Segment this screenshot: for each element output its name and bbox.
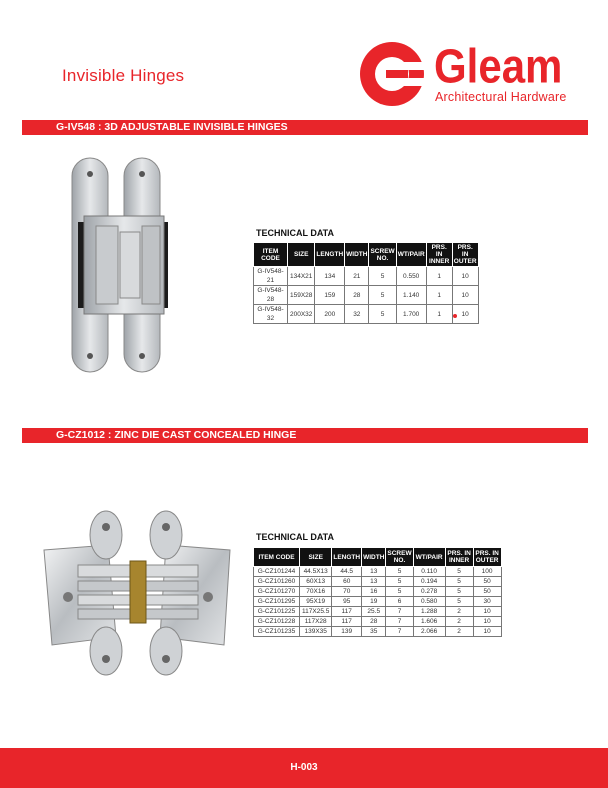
col-width: WIDTH xyxy=(362,548,386,567)
cell: G-IV548-28 xyxy=(254,286,288,305)
cell: 2.066 xyxy=(413,627,445,637)
invisible-hinge-image xyxy=(60,150,190,380)
cell: 10 xyxy=(473,617,501,627)
cell: 5 xyxy=(369,286,396,305)
cell: 1.288 xyxy=(413,607,445,617)
cell: 1.700 xyxy=(396,305,426,324)
table-row xyxy=(254,267,479,286)
cell: 95X19 xyxy=(300,597,332,607)
cell: G-CZ101295 xyxy=(254,597,300,607)
table-header-row xyxy=(254,243,479,267)
cell: 6 xyxy=(386,597,413,607)
col-prs-inner: PRS. IN INNER xyxy=(445,548,473,567)
cell: 117 xyxy=(332,617,362,627)
cell: 10 xyxy=(452,305,478,324)
cell: 28 xyxy=(362,617,386,627)
table-row xyxy=(254,627,502,637)
table-row xyxy=(254,286,479,305)
cell: G-CZ101270 xyxy=(254,587,300,597)
section-title-iv548: G-IV548 : 3D ADJUSTABLE INVISIBLE HINGES xyxy=(22,120,588,135)
col-prs-outer: PRS. IN OUTER xyxy=(473,548,501,567)
cell: 5 xyxy=(445,577,473,587)
col-length: LENGTH xyxy=(315,243,345,267)
cell: 13 xyxy=(362,567,386,577)
cell: 1.606 xyxy=(413,617,445,627)
cell: 60X13 xyxy=(300,577,332,587)
cell: 25.5 xyxy=(362,607,386,617)
cell: 7 xyxy=(386,607,413,617)
cell: G-CZ101244 xyxy=(254,567,300,577)
cell: 50 xyxy=(473,577,501,587)
cell: 10 xyxy=(473,607,501,617)
cell: 200 xyxy=(315,305,345,324)
cell: 5 xyxy=(386,567,413,577)
cell: 0.278 xyxy=(413,587,445,597)
cell: 159X28 xyxy=(288,286,315,305)
cell: 60 xyxy=(332,577,362,587)
cell: G-CZ101235 xyxy=(254,627,300,637)
table-header-row xyxy=(254,548,502,567)
cell: 2 xyxy=(445,617,473,627)
cell: 139 xyxy=(332,627,362,637)
cell: 2 xyxy=(445,627,473,637)
cell: 50 xyxy=(473,587,501,597)
logo-word: Gleam xyxy=(434,38,563,93)
cell: 0.580 xyxy=(413,597,445,607)
cell: 2 xyxy=(445,607,473,617)
cell: 134X21 xyxy=(288,267,315,286)
cell: 0.110 xyxy=(413,567,445,577)
section-title-cz1012: G-CZ1012 : ZINC DIE CAST CONCEALED HINGE xyxy=(22,428,588,443)
cell: 159 xyxy=(315,286,345,305)
technical-data-label-1: TECHNICAL DATA xyxy=(256,228,334,238)
cell: 5 xyxy=(369,305,396,324)
page-number: H-003 xyxy=(290,762,318,773)
cell: 95 xyxy=(332,597,362,607)
cell: 5 xyxy=(386,587,413,597)
col-item-code: ITEM CODE xyxy=(254,548,300,567)
cell: G-IV548-21 xyxy=(254,267,288,286)
cell: 134 xyxy=(315,267,345,286)
table-row xyxy=(254,567,502,577)
col-item-code: ITEM CODE xyxy=(254,243,288,267)
cell: 100 xyxy=(473,567,501,577)
col-wt-pair: WT/PAIR xyxy=(413,548,445,567)
cell: 44.5X13 xyxy=(300,567,332,577)
technical-data-label-2: TECHNICAL DATA xyxy=(256,532,334,542)
cell: 5 xyxy=(369,267,396,286)
page-title: Invisible Hinges xyxy=(62,66,185,85)
logo-tagline: Architectural Hardware xyxy=(435,90,567,104)
col-size: SIZE xyxy=(300,548,332,567)
cell: 117X28 xyxy=(300,617,332,627)
col-prs-inner: PRS. IN INNER xyxy=(426,243,452,267)
cell: 7 xyxy=(386,627,413,637)
table-row xyxy=(254,617,502,627)
cell: 32 xyxy=(345,305,369,324)
cell: 1 xyxy=(426,286,452,305)
cell: 5 xyxy=(386,577,413,587)
col-size: SIZE xyxy=(288,243,315,267)
cell: 5 xyxy=(445,597,473,607)
cell: 16 xyxy=(362,587,386,597)
cell: 70X16 xyxy=(300,587,332,597)
page-footer xyxy=(0,748,608,788)
table-row xyxy=(254,305,479,324)
cell: 1.140 xyxy=(396,286,426,305)
cell: 0.194 xyxy=(413,577,445,587)
cell: G-IV548-32 xyxy=(254,305,288,324)
table-row xyxy=(254,607,502,617)
table-row xyxy=(254,587,502,597)
red-dot-marker xyxy=(453,314,457,318)
table-row xyxy=(254,597,502,607)
cell: 70 xyxy=(332,587,362,597)
cell: 21 xyxy=(345,267,369,286)
cell: 117 xyxy=(332,607,362,617)
concealed-hinge-image xyxy=(38,505,238,680)
cell: 10 xyxy=(452,286,478,305)
cell: 139X35 xyxy=(300,627,332,637)
cell: 1 xyxy=(426,267,452,286)
brand-logo xyxy=(356,40,576,110)
cell: 44.5 xyxy=(332,567,362,577)
col-wt-pair: WT/PAIR xyxy=(396,243,426,267)
cell: 19 xyxy=(362,597,386,607)
cell: 0.550 xyxy=(396,267,426,286)
cell: 28 xyxy=(345,286,369,305)
col-width: WIDTH xyxy=(345,243,369,267)
col-prs-outer: PRS. IN OUTER xyxy=(453,244,477,265)
technical-data-table-cz1012 xyxy=(253,547,502,637)
cell: 5 xyxy=(445,567,473,577)
cell: 117X25.5 xyxy=(300,607,332,617)
cell: 10 xyxy=(473,627,501,637)
cell: 5 xyxy=(445,587,473,597)
col-screw-no: SCREW NO. xyxy=(386,548,413,567)
col-length: LENGTH xyxy=(332,548,362,567)
cell: 1 xyxy=(426,305,452,324)
cell: 7 xyxy=(386,617,413,627)
cell: G-CZ101225 xyxy=(254,607,300,617)
col-screw-no: SCREW NO. xyxy=(369,243,396,267)
cell: 200X32 xyxy=(288,305,315,324)
technical-data-table-iv548 xyxy=(253,242,479,324)
cell: G-CZ101228 xyxy=(254,617,300,627)
table-row xyxy=(254,577,502,587)
cell: 10 xyxy=(452,267,478,286)
cell: 35 xyxy=(362,627,386,637)
cell: 30 xyxy=(473,597,501,607)
gleam-logo-icon xyxy=(356,40,432,108)
cell: G-CZ101260 xyxy=(254,577,300,587)
cell: 13 xyxy=(362,577,386,587)
